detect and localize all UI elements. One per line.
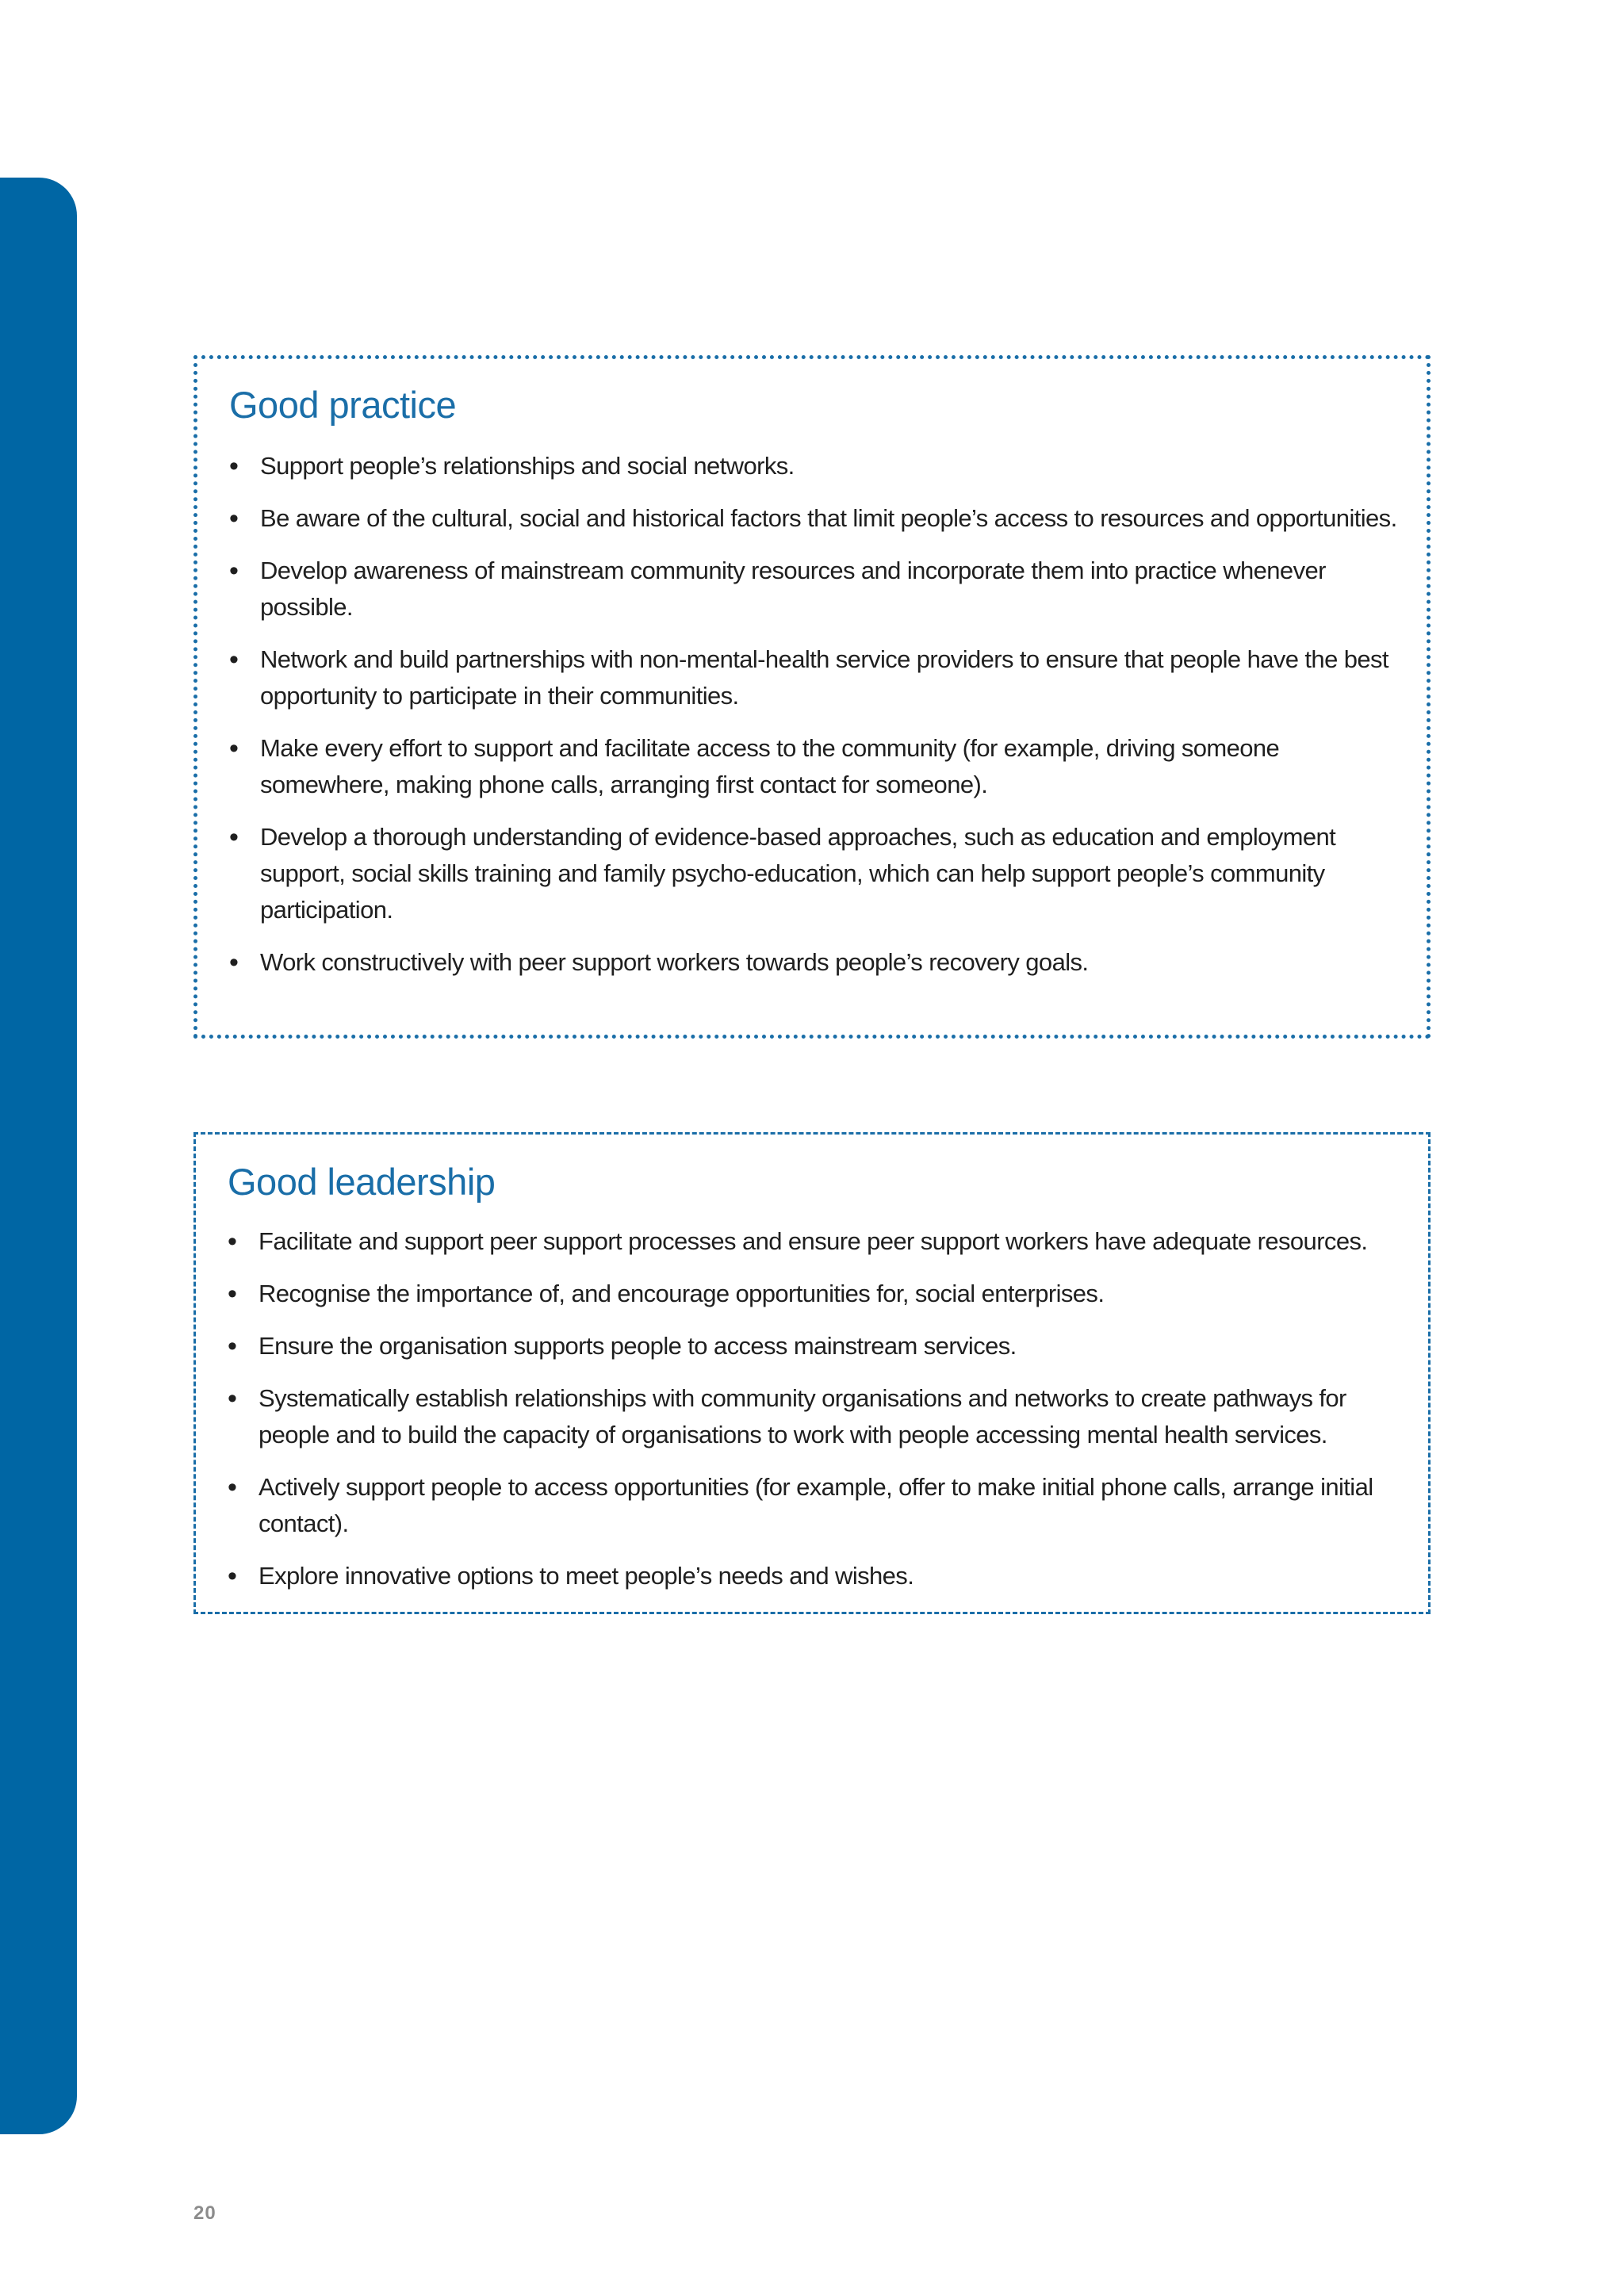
- list-item: • Actively support people to access opportunities (for example, offer to make initial phone calls, arrange initial contact).: [228, 1469, 1404, 1542]
- list-item: • Network and build partnerships with non-mental-health service providers to ensure that people have the best opportunity to participate in their communities.: [229, 641, 1403, 714]
- list-item: • Make every effort to support and facilitate access to the community (for example, driving someone somewhere, making phone calls, arranging first contact for someone).: [229, 730, 1403, 803]
- list-item: • Facilitate and support peer support processes and ensure peer support workers have adequate resources.: [228, 1223, 1404, 1260]
- list-item: • Recognise the importance of, and encourage opportunities for, social enterprises.: [228, 1276, 1404, 1312]
- good-leadership-list: [228, 1223, 1404, 1610]
- good-leadership-box: [193, 1132, 1431, 1614]
- good-practice-list: [229, 448, 1403, 997]
- list-item: • Be aware of the cultural, social and historical factors that limit people’s access to resources and opportunities.: [229, 500, 1403, 537]
- list-item: • Develop awareness of mainstream community resources and incorporate them into practice whenever possible.: [229, 553, 1403, 626]
- good-practice-heading: Good practice: [229, 384, 457, 426]
- good-leadership-heading: Good leadership: [228, 1161, 496, 1203]
- list-item: • Work constructively with peer support workers towards people’s recovery goals.: [229, 944, 1403, 981]
- side-tab: [0, 178, 77, 2134]
- list-item: • Ensure the organisation supports people to access mainstream services.: [228, 1328, 1404, 1364]
- list-item: • Systematically establish relationships with community organisations and networks to create pathways for people and to build the capacity of organisations to work with people accessing mental health services.: [228, 1380, 1404, 1453]
- list-item: • Support people’s relationships and social networks.: [229, 448, 1403, 484]
- good-practice-box: [193, 355, 1431, 1039]
- page-number: 20: [193, 2202, 216, 2224]
- list-item: • Develop a thorough understanding of evidence-based approaches, such as education and employment support, social skills training and family psycho-education, which can help support people’s community participation.: [229, 819, 1403, 928]
- list-item: • Explore innovative options to meet people’s needs and wishes.: [228, 1558, 1404, 1594]
